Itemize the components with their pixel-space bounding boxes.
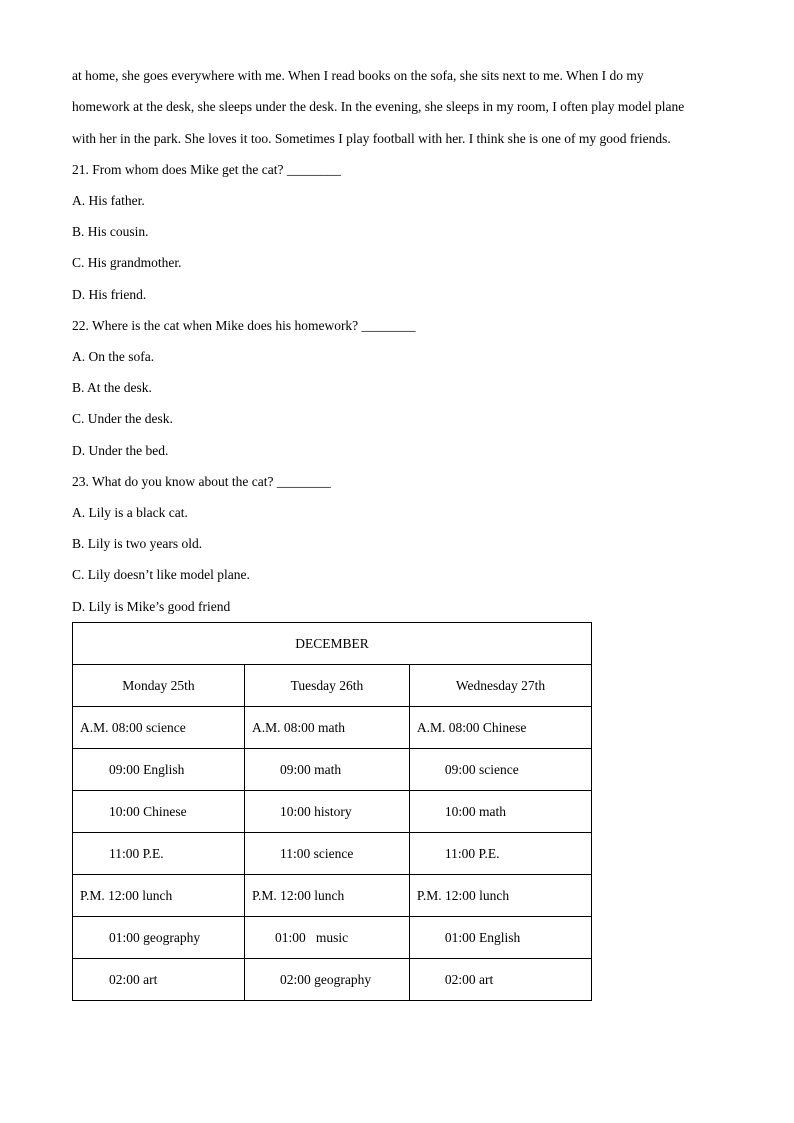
- table-cell: P.M. 12:00 lunch: [244, 875, 409, 917]
- table-cell: 10:00 Chinese: [73, 791, 245, 833]
- table-row: [73, 959, 592, 1001]
- table-cell: 01:00 geography: [73, 917, 245, 959]
- day-header: Monday 25th: [73, 665, 245, 707]
- table-cell: 10:00 math: [409, 791, 591, 833]
- table-cell: 09:00 science: [409, 749, 591, 791]
- passage-line: with her in the park. She loves it too. Sometimes I play football with her. I think she is one of my good friends.: [72, 131, 671, 146]
- day-header: Tuesday 26th: [244, 665, 409, 707]
- table-cell: 02:00 art: [409, 959, 591, 1001]
- question-23-option-a: A. Lily is a black cat.: [72, 505, 188, 520]
- table-row: [73, 707, 592, 749]
- question-22-stem: 22. Where is the cat when Mike does his homework? ________: [72, 318, 416, 333]
- table-cell: P.M. 12:00 lunch: [409, 875, 591, 917]
- question-21-option-a: A. His father.: [72, 193, 145, 208]
- question-22-option-d: D. Under the bed.: [72, 443, 169, 458]
- table-row: [73, 665, 592, 707]
- question-21-stem: 21. From whom does Mike get the cat? ________: [72, 162, 341, 177]
- table-cell: A.M. 08:00 science: [73, 707, 245, 749]
- question-21-option-b: B. His cousin.: [72, 224, 149, 239]
- table-row: [73, 623, 592, 665]
- table-row: [73, 875, 592, 917]
- schedule-table: [72, 622, 592, 1001]
- month-header: DECEMBER: [73, 623, 592, 665]
- question-22-option-b: B. At the desk.: [72, 380, 152, 395]
- table-cell: 02:00 geography: [244, 959, 409, 1001]
- table-cell: 01:00 English: [409, 917, 591, 959]
- question-23-stem: 23. What do you know about the cat? ________: [72, 474, 331, 489]
- question-21-option-d: D. His friend.: [72, 287, 147, 302]
- table-cell: 09:00 math: [244, 749, 409, 791]
- table-cell: 11:00 P.E.: [409, 833, 591, 875]
- question-22-option-c: C. Under the desk.: [72, 411, 173, 426]
- passage-line: at home, she goes everywhere with me. When I read books on the sofa, she sits next to me. When I do my: [72, 68, 644, 83]
- table-cell: 02:00 art: [73, 959, 245, 1001]
- question-22-option-a: A. On the sofa.: [72, 349, 155, 364]
- table-cell: 11:00 science: [244, 833, 409, 875]
- question-23-option-c: C. Lily doesn’t like model plane.: [72, 567, 250, 582]
- table-row: [73, 917, 592, 959]
- passage-line: homework at the desk, she sleeps under the desk. In the evening, she sleeps in my room, I often play model plane: [72, 99, 685, 114]
- table-row: [73, 791, 592, 833]
- table-cell: 01:00 music: [244, 917, 409, 959]
- table-row: [73, 749, 592, 791]
- table-cell: 10:00 history: [244, 791, 409, 833]
- table-cell: A.M. 08:00 math: [244, 707, 409, 749]
- table-cell: 09:00 English: [73, 749, 245, 791]
- table-cell: P.M. 12:00 lunch: [73, 875, 245, 917]
- table-row: [73, 833, 592, 875]
- question-21-option-c: C. His grandmother.: [72, 255, 182, 270]
- question-23-option-b: B. Lily is two years old.: [72, 536, 203, 551]
- day-header: Wednesday 27th: [409, 665, 591, 707]
- table-cell: A.M. 08:00 Chinese: [409, 707, 591, 749]
- table-cell: 11:00 P.E.: [73, 833, 245, 875]
- question-23-option-d: D. Lily is Mike’s good friend: [72, 599, 231, 614]
